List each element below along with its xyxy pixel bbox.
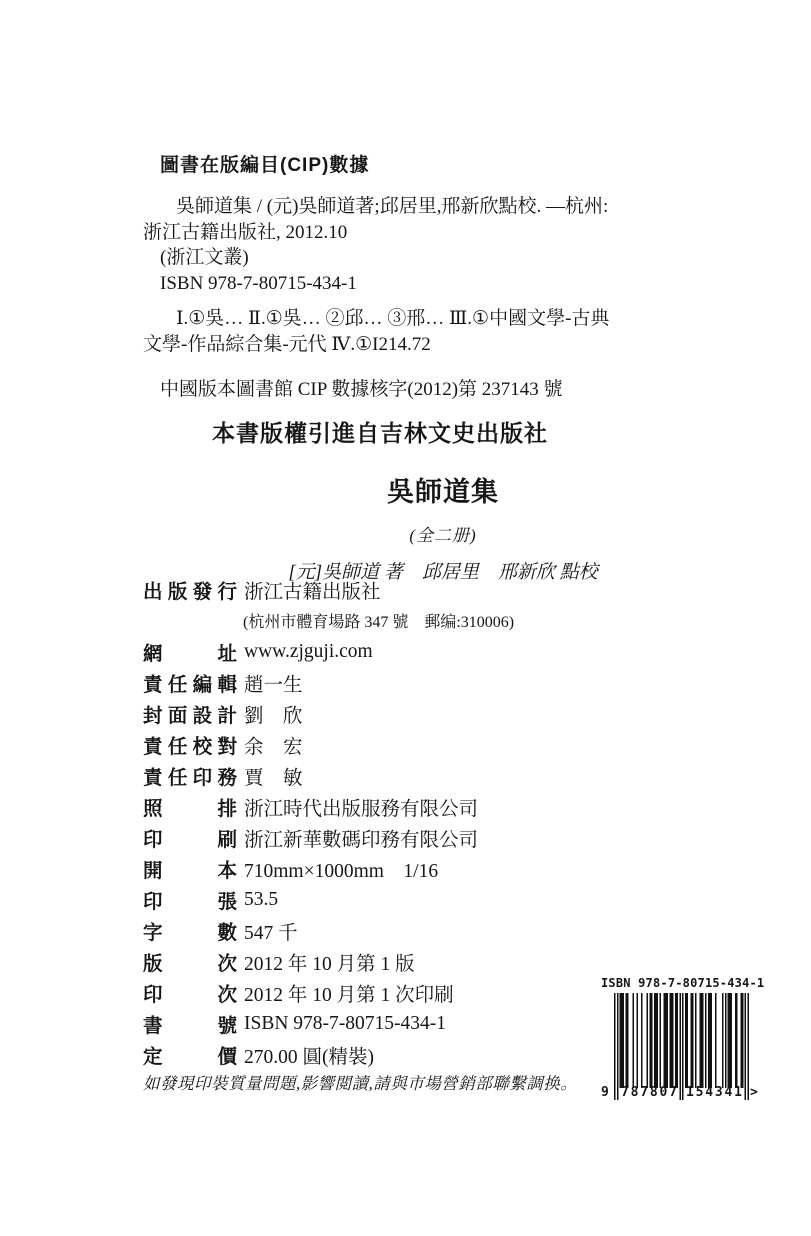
colophon-row bbox=[143, 636, 703, 667]
barcode-bars bbox=[601, 993, 758, 1101]
colophon-label: 網址 bbox=[143, 642, 237, 665]
colophon-row bbox=[143, 729, 703, 760]
colophon-row bbox=[143, 884, 703, 915]
colophon-value: 浙江古籍出版社 bbox=[244, 581, 381, 603]
barcode-digit-lead: 9 bbox=[601, 1085, 609, 1100]
cip-record-block bbox=[143, 194, 811, 296]
colophon-label: 印次 bbox=[143, 983, 237, 1006]
colophon-row bbox=[143, 667, 703, 698]
colophon-row bbox=[143, 853, 703, 884]
colophon-value: 710mm×1000mm 1/16 bbox=[244, 860, 439, 882]
colophon-label: 開本 bbox=[143, 859, 237, 882]
isbn-barcode bbox=[600, 976, 770, 1101]
cip-series-line: (浙江文叢) bbox=[160, 247, 249, 268]
colophon-label: 出版發行 bbox=[143, 580, 237, 603]
book-title: 吳師道集 bbox=[387, 477, 499, 507]
colophon-label: 責任校對 bbox=[143, 735, 237, 758]
publisher-address: (杭州市體育場路 347 號 郵编:310006) bbox=[243, 614, 515, 631]
colophon-row bbox=[143, 915, 703, 946]
colophon-value: 2012 年 10 月第 1 次印刷 bbox=[244, 984, 454, 1006]
cip-record-line: 浙江古籍出版社, 2012.10 bbox=[143, 221, 348, 243]
cip-classification-line: 文學-作品綜合集-元代 Ⅳ.①I214.72 bbox=[143, 333, 431, 355]
colophon-label: 責任印務 bbox=[143, 766, 237, 789]
colophon-row bbox=[143, 822, 703, 853]
quality-note: 如發現印裝質量問題,影響閲讀,請與市場營銷部聯繫調换。 bbox=[143, 1074, 578, 1093]
colophon-row bbox=[143, 760, 703, 791]
colophon-value: 2012 年 10 月第 1 版 bbox=[244, 953, 415, 975]
colophon-value: 劉 欣 bbox=[244, 705, 303, 727]
colophon-label: 印刷 bbox=[143, 828, 237, 851]
colophon-label: 版次 bbox=[143, 952, 237, 975]
colophon-label: 書號 bbox=[143, 1014, 237, 1037]
colophon-row bbox=[143, 574, 703, 605]
colophon-value: 53.5 bbox=[244, 888, 279, 910]
colophon-value: ISBN 978-7-80715-434-1 bbox=[244, 1012, 447, 1034]
barcode-digit-group: 787807 bbox=[621, 1085, 679, 1100]
colophon-value: 浙江時代出版服務有限公司 bbox=[244, 798, 479, 820]
title-block bbox=[75, 470, 811, 584]
colophon-row bbox=[143, 791, 703, 822]
colophon-label: 封面設計 bbox=[143, 704, 237, 727]
colophon-label: 印張 bbox=[143, 890, 237, 913]
colophon-row bbox=[143, 946, 703, 977]
colophon-value: 賈 敏 bbox=[244, 767, 303, 789]
barcode-digit-group: 154341 bbox=[686, 1085, 744, 1100]
colophon-label: 字數 bbox=[143, 921, 237, 944]
colophon-label: 責任編輯 bbox=[143, 673, 237, 696]
colophon-value: 270.00 圓(精裝) bbox=[244, 1046, 374, 1068]
colophon-label: 照排 bbox=[143, 797, 237, 820]
cip-record-line: 吳師道集 / (元)吳師道著;邱居里,邢新欣點校. —杭州: bbox=[176, 196, 609, 217]
colophon-row bbox=[143, 698, 703, 729]
barcode-bars-svg bbox=[614, 993, 749, 1100]
cip-classification-line: Ⅰ.①吳… Ⅱ.①吳… ②邱… ③邢… Ⅲ.①中國文學-古典 bbox=[176, 308, 610, 329]
barcode-isbn-text: ISBN 978-7-80715-434-1 bbox=[601, 976, 765, 990]
cip-classification-block bbox=[143, 306, 811, 357]
colophon-value: 余 宏 bbox=[244, 736, 303, 758]
colophon-value: 547 千 bbox=[244, 922, 298, 944]
cip-isbn-line: ISBN 978-7-80715-434-1 bbox=[160, 272, 357, 294]
colophon-value: 趙一生 bbox=[244, 674, 303, 696]
cip-registry-line: 中國版本圖書館 CIP 數據核字(2012)第 237143 號 bbox=[160, 379, 563, 400]
volume-note: (全二册) bbox=[409, 526, 477, 545]
colophon-label: 定價 bbox=[143, 1045, 237, 1068]
colophon-value: www.zjguji.com bbox=[244, 640, 373, 662]
colophon-value: 浙江新華數碼印務有限公司 bbox=[244, 829, 479, 851]
barcode-quiet-zone-mark: > bbox=[750, 1085, 758, 1100]
author-line: [元]吳師道 著 邱居里 邢新欣 點校 bbox=[288, 562, 598, 583]
cip-heading: 圖書在版編目(CIP)數據 bbox=[160, 155, 370, 176]
rights-notice: 本書版權引進自吉林文史出版社 bbox=[212, 420, 548, 446]
